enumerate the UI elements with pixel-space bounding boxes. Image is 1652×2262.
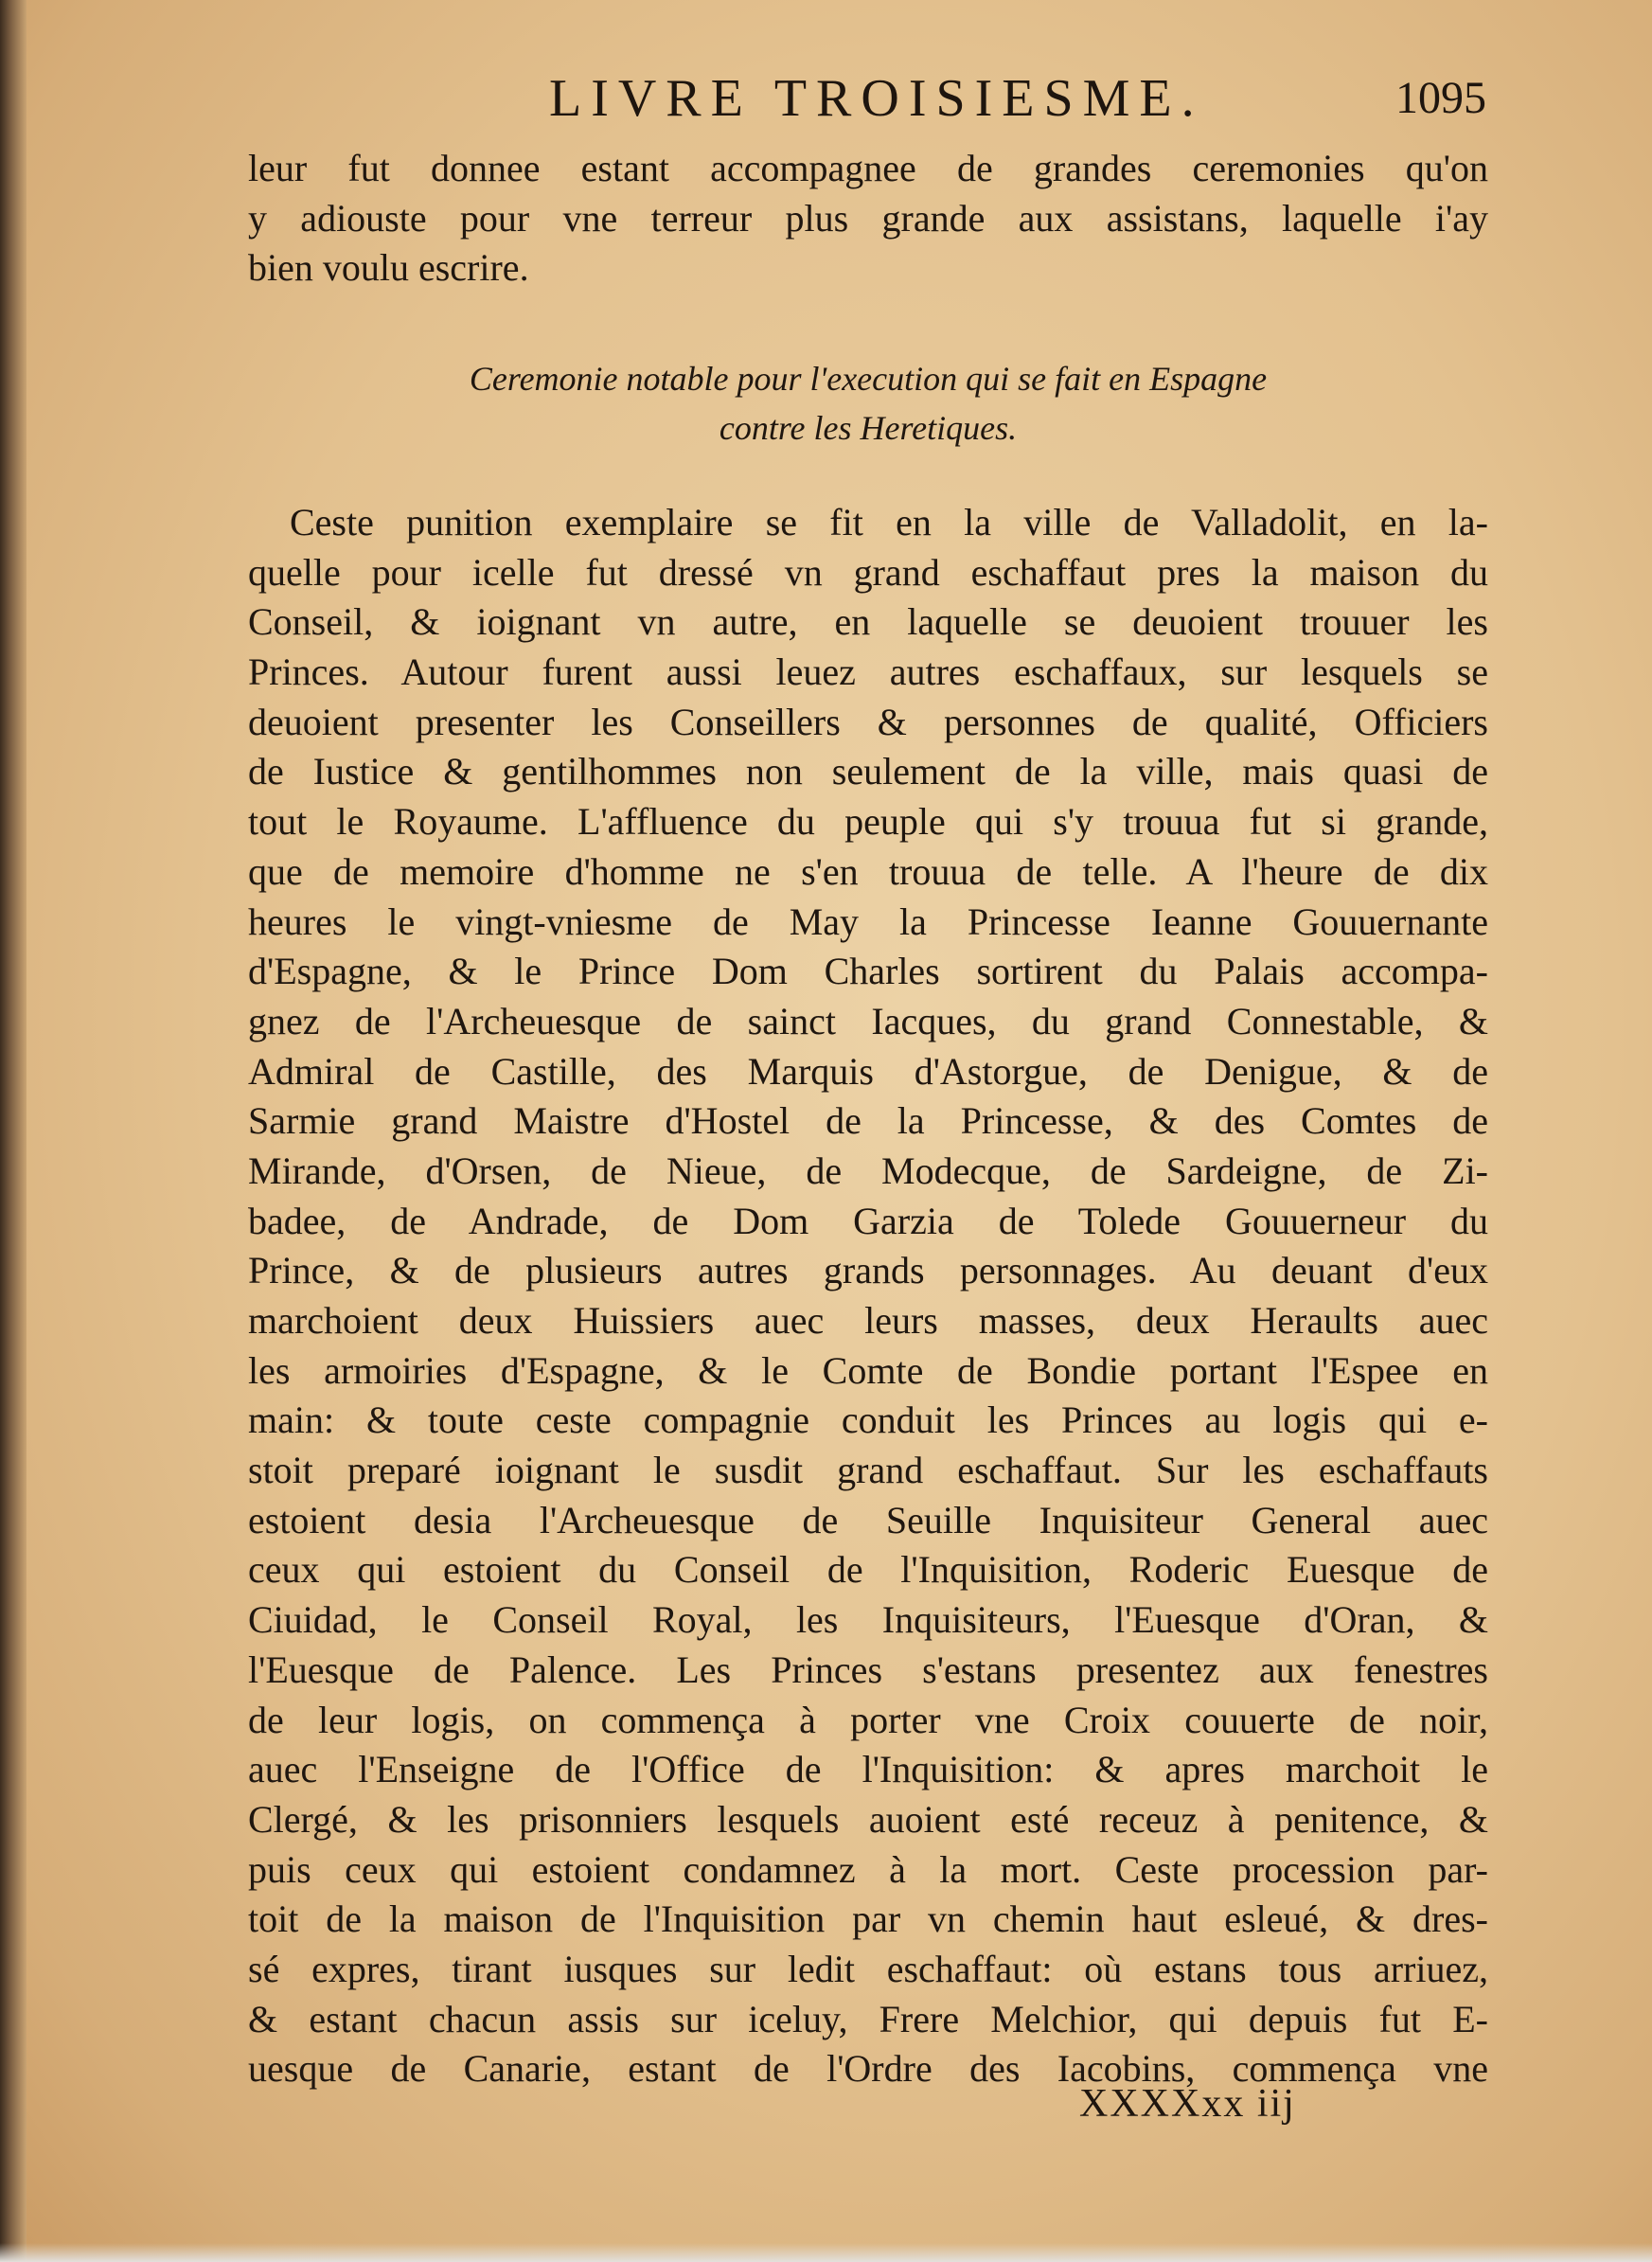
text-line: Ciuidad, le Conseil Royal, les Inquisiteurs, l'Euesque d'Oran, & bbox=[248, 1598, 1488, 1642]
text-line: d'Espagne, & le Prince Dom Charles sortirent du Palais accompa- bbox=[248, 950, 1488, 993]
text-line: Clergé, & les prisonniers lesquels auoient esté receuz à penitence, & bbox=[248, 1797, 1488, 1841]
text-line: ceux qui estoient du Conseil de l'Inquisition, Roderic Euesque de bbox=[248, 1548, 1488, 1592]
text-line: main: & toute ceste compagnie conduit les Princes au logis qui e- bbox=[248, 1398, 1488, 1442]
text-line: Ceste punition exemplaire se fit en la ville de Valladolit, en la- bbox=[290, 501, 1488, 543]
text-line: auec l'Enseigne de l'Office de l'Inquisition: & apres marchoit le bbox=[248, 1748, 1488, 1791]
page-number: 1095 bbox=[1395, 73, 1486, 123]
text-line: heures le vingt-vniesme de May la Princesse Ieanne Gouuernante bbox=[248, 899, 1488, 943]
text-line: y adiouste pour vne terreur plus grande aux assistans, laquelle i'ay bbox=[248, 196, 1488, 240]
text-line: puis ceux qui estoient condamnez à la mort. Ceste procession par- bbox=[248, 1847, 1488, 1891]
text-line: toit de la maison de l'Inquisition par vn chemin haut esleué, & dres- bbox=[248, 1897, 1488, 1941]
text-line: Prince, & de plusieurs autres grands personnages. Au deuant d'eux bbox=[248, 1249, 1488, 1292]
text-line: stoit preparé ioignant le susdit grand eschaffaut. Sur les eschaffauts bbox=[248, 1449, 1488, 1492]
page-bottom-edge bbox=[0, 2243, 1652, 2262]
text-line: Conseil, & ioignant vn autre, en laquelle se deuoient trouuer les bbox=[248, 600, 1488, 644]
text-line: tout le Royaume. L'affluence du peuple qui s'y trouua fut si grande, bbox=[248, 800, 1488, 844]
text-line: & estant chacun assis sur iceluy, Frere Melchior, qui depuis fut E- bbox=[248, 1997, 1488, 2040]
section-heading bbox=[248, 354, 1488, 453]
text-line: sé expres, tirant iusques sur ledit eschaffaut: où estans tous arriuez, bbox=[248, 1947, 1488, 1990]
text-line: estoient desia l'Archeuesque de Seuille Inquisiteur General auec bbox=[248, 1498, 1488, 1541]
text-line: de leur logis, on commença à porter vne Croix couuerte de noir, bbox=[248, 1698, 1488, 1741]
text-line: marchoient deux Huissiers auec leurs masses, deux Heraults auec bbox=[248, 1299, 1488, 1342]
text-line: que de memoire d'homme ne s'en trouua de telle. A l'heure de dix bbox=[248, 849, 1488, 893]
text-line: bien voulu escrire. bbox=[248, 246, 529, 290]
text-line: les armoiries d'Espagne, & le Comte de Bondie portant l'Espee en bbox=[248, 1348, 1488, 1392]
text-line: gnez de l'Archeuesque de sainct Iacques, du grand Connestable, & bbox=[248, 999, 1488, 1042]
body-paragraph bbox=[248, 498, 1488, 2094]
binding-gutter bbox=[0, 0, 27, 2262]
text-line: Admiral de Castille, des Marquis d'Astorgue, de Denigue, & de bbox=[248, 1049, 1488, 1093]
running-title: LIVRE TROISIESME. bbox=[549, 69, 1204, 128]
text-line: Princes. Autour furent aussi leuez autres eschaffaux, sur lesquels se bbox=[248, 650, 1488, 694]
text-line: Sarmie grand Maistre d'Hostel de la Princesse, & des Comtes de bbox=[248, 1099, 1488, 1143]
page-header bbox=[246, 68, 1486, 134]
text-line: Mirande, d'Orsen, de Nieue, de Modecque, de Sardeigne, de Zi- bbox=[248, 1149, 1488, 1192]
text-line: quelle pour icelle fut dressé vn grand eschaffaut pres la maison du bbox=[248, 550, 1488, 594]
text-line: uesque de Canarie, estant de l'Ordre des Iacobins, commença vne bbox=[248, 2047, 1488, 2091]
text-line: deuoient presenter les Conseillers & personnes de qualité, Officiers bbox=[248, 700, 1488, 743]
intro-paragraph bbox=[248, 144, 1488, 294]
text-line: badee, de Andrade, de Dom Garzia de Tolede Gouuerneur du bbox=[248, 1199, 1488, 1242]
text-line: l'Euesque de Palence. Les Princes s'estans presentez aux fenestres bbox=[248, 1648, 1488, 1691]
signature-mark: XXXXxx iij bbox=[1079, 2082, 1296, 2126]
section-heading-line: Ceremonie notable pour l'execution qui se fait en Espagne bbox=[469, 360, 1268, 398]
text-line: leur fut donnee estant accompagnee de grandes ceremonies qu'on bbox=[248, 147, 1488, 189]
section-heading-line: contre les Heretiques. bbox=[719, 409, 1018, 447]
text-line: de Iustice & gentilhommes non seulement de la ville, mais quasi de bbox=[248, 750, 1488, 793]
